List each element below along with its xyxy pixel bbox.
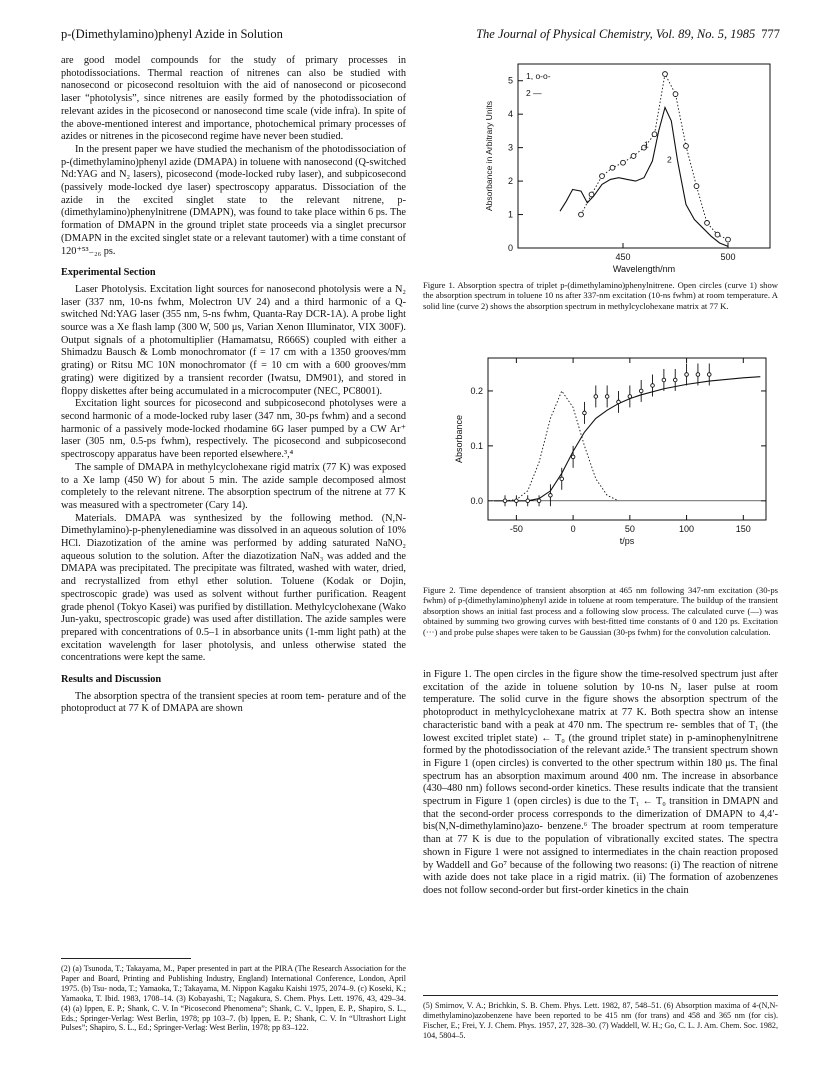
results-paragraph <box>61 691 406 716</box>
curve-1-point <box>631 154 636 159</box>
text-line: were prepared with concentrations of 0.5–1 in absorbance units <box>61 614 406 638</box>
text-line: (f = 17 cm with a 1350 grooves/mm grating) or Ritsu MC 10N <box>61 347 406 372</box>
text-line: figure shows the absorption spectrum of the photoproduct in <box>423 694 778 719</box>
figure-discussion-paragraph <box>423 669 778 898</box>
curve-1-point <box>600 174 605 179</box>
text-line: second-order kinetics. These results indicate that the transient <box>519 783 779 795</box>
curve-1-point <box>715 232 720 237</box>
text-line: in Figure 1. The open circles in the figure show the time-resolved <box>423 669 698 680</box>
text-line: Figure 1. Absorption spectra of triplet p-(dimethylamino)phenylnitrene. <box>423 280 675 290</box>
x-tick-label: 50 <box>624 524 635 534</box>
text-line: in DMAPN and that the second-order process corresponds to the <box>423 796 778 820</box>
curve-1-point <box>610 165 615 170</box>
curve-1-point <box>726 237 731 242</box>
text-line: Open circles (curve 1) show the absorption spectrum in toluene 10 ns <box>423 280 778 301</box>
text-line: with water, dried, and recrystallized from ethyl ether solution. <box>61 563 406 588</box>
y-tick-label: 0 <box>507 243 513 253</box>
data-point <box>696 373 700 377</box>
text-line: spectroscopy apparatus have been reported elsewhere.³,⁴ <box>61 449 294 461</box>
text-line: spectrum just after excitation of the azide in toluene solution by <box>423 669 778 693</box>
experimental-heading: Experimental Section <box>61 267 156 279</box>
footnotes-right <box>423 1001 778 1041</box>
text-line: (c) Koseki, K.; Yamaoka, T. Ibid. 1983, 1708–14. <box>61 983 406 1003</box>
text-line: time constants of 0 and 120 ps. Excitation (···) and probe pulse shapes <box>423 616 778 637</box>
text-line: Shapiro, S. L., Ed.; Springer-Verlag: West Berlin, 1978; pp 83–122. <box>89 1023 309 1033</box>
curve-1-point <box>705 221 710 226</box>
curve-1-point <box>589 192 594 197</box>
data-point <box>594 395 598 399</box>
text-line: photodissociation of the relevant azide.⁵ The transient spectrum <box>484 745 749 757</box>
data-point <box>673 378 677 382</box>
text-line: spectra shown in Figure 1 were not assigned to intermediates in <box>423 834 779 858</box>
text-line: (3) Kobayashi, T.; Nagakura, S. Chem. Phys. Lett. 1976, 43, 429–34. <box>176 993 406 1003</box>
text-line: (7) Waddell, W. H.; Go, C. L. J. Am. Chem. Soc. 1982, 104, 5804–5. <box>423 1020 779 1040</box>
text-line: easily formed by the photodissociation of relevant azides in the <box>61 93 406 117</box>
text-line: Figure 2. Time dependence of transient absorption at 465 nm following <box>423 585 685 595</box>
x-tick-label: 150 <box>735 524 751 534</box>
x-axis-label: t/ps <box>619 536 635 546</box>
text-line: without further purification. Reagent grade phenol (Tokyo Kasei) <box>61 588 406 613</box>
text-line: photolyses were a second harmonic of a mode-locked ruby laser <box>61 398 407 422</box>
text-line: were taken to be Gaussian (30-ps fwhm) for the convolution calculation. <box>521 626 771 637</box>
text-line: perature and of the photoproduct at 77 K of DMAPA are shown <box>61 690 407 715</box>
text-line: in floppy diskettes after being accumulated in a microcomputer <box>61 372 406 397</box>
text-line: shown in Figure 1 (open circles) is converted to the other spectrum <box>423 745 778 769</box>
text-line: the azide in the excited singlet state to the relevant nitrene, p- <box>61 182 407 206</box>
text-line: at 77 K. <box>701 300 729 311</box>
figure-2-caption <box>423 585 778 637</box>
text-line: noda, T.; Yamaoka, T.; Takayama, M. Nippon Kagaku Kaishi 1975, 2074–9. <box>109 983 356 993</box>
text-line: (347 nm, 30-ps fwhm) and a second harmonic of a passively <box>61 410 406 435</box>
text-line: curve (—) was obtained by summing two growing curves with best-fitted <box>423 605 778 627</box>
text-line: digitized by a transient recorder (Iwatsu, DM901), and stored <box>123 372 394 384</box>
journal-citation: The Journal of Physical Chemistry, Vol. 89, No. 5, 1985 <box>476 27 756 41</box>
text-line: characteristic band with a peak at 470 nm. The spectrum re- <box>423 719 678 731</box>
text-line: (N,N-Dimethylamino)-p-phenylenediamine was dissolved in an <box>61 512 406 537</box>
curve-1-point <box>694 184 699 189</box>
y-tick-label: 4 <box>507 109 513 120</box>
curve-2-label: 2 <box>667 154 672 165</box>
plot-frame <box>518 64 770 248</box>
text-line: The absorption spectra of the transient species at room tem- <box>75 690 325 702</box>
data-point <box>685 373 689 377</box>
text-line: in toluene with nanosecond (Q-switched Nd:YAG and N₂ lasers), <box>61 156 406 181</box>
x-tick-label: 450 <box>615 252 631 262</box>
text-line: monochromator (f = 10 cm with a 600 grooves/mm grating) were <box>61 360 406 384</box>
calculated-curve-line <box>494 377 761 501</box>
data-point <box>526 499 530 503</box>
text-line: Materials. DMAPA was synthesized by the following method. <box>75 512 374 524</box>
text-line: toluene at room temperature. The buildup of the transient absorption <box>423 595 778 616</box>
results-heading: Results and Discussion <box>61 674 162 686</box>
text-line: Frei, Y. J. Chem. Phys. 1957, 27, 328–30. <box>461 1020 598 1030</box>
text-line: ground triplet state) in p-aminophenylnitrene formed by the <box>423 732 779 757</box>
text-line: nm, 0.5-ps fwhm), respectively. The picosecond and subpicosecond <box>109 436 407 448</box>
y-tick-label: 1 <box>507 209 513 220</box>
text-line: a spectrometer (Cary 14). <box>142 499 248 511</box>
text-line: does not follow second-order but first-order kinetics in the chain <box>423 884 689 896</box>
x-tick-label: 100 <box>679 524 695 534</box>
data-point <box>515 499 519 503</box>
x-tick-label: 0 <box>570 524 576 534</box>
text-line: methylcyclohexane matrix at 77 K. Both spectra show an intense <box>494 707 778 719</box>
data-point <box>571 455 575 459</box>
y-tick-label: 0.0 <box>470 495 483 506</box>
curve-2-line <box>560 107 728 246</box>
data-point <box>617 400 621 404</box>
data-point <box>651 384 655 388</box>
footnote-block-right <box>423 1001 778 1041</box>
text-line: pp 103–7. (b) Ippen, E. P.; Shank, C. V. In “Ultrashort Light Pulses”; <box>61 1013 407 1033</box>
laser-photolysis-paragraph <box>61 284 406 398</box>
x-tick-label: -50 <box>509 524 523 534</box>
text-line: following two reasons: (i) The reaction of nitrene with azide does <box>423 859 778 884</box>
y-axis-label: Absorbance <box>454 414 464 464</box>
legend-entry-curve-2: 2 — <box>526 87 542 98</box>
text-line: mode-locked rhodamine 6G laser pumped by a CW Ar⁺ laser (305 <box>61 423 407 448</box>
data-point <box>628 395 632 399</box>
y-tick-label: 5 <box>507 75 513 86</box>
text-line: (6) Absorption maxima of 4-(N,N-dimethylamino)azobenzene have been <box>423 1001 778 1020</box>
text-line: DMAPA was precipitated. The precipitate was filtrated, washed <box>61 563 329 575</box>
text-line: studied with nanosecond or picosecond resoltuion with the aid of <box>61 67 407 92</box>
text-line: performed by adding saturated NaNO₂ aqueous solution to the <box>61 538 407 562</box>
text-line: nm, 5-ns fwhm, Quanta-Ray DCR-1A). A probe light source was <box>61 309 407 334</box>
y-axis-label: Absorbance in Arbitrary Units <box>484 100 494 212</box>
curve-1-line <box>581 74 728 240</box>
text-line: Laser Photolysis. Excitation light sources for nanosecond <box>75 283 316 295</box>
text-line: state proceeds via a singlet precursor (DMAPN in the excited <box>61 220 406 244</box>
legend-entry-curve-1: 1, o-o- <box>526 71 551 82</box>
text-line: 347-nm excitation (30-ps fwhm) of p-(dimethylamino)phenyl azide in <box>423 585 779 606</box>
curve-1-point <box>652 132 657 137</box>
text-line: 24) and a third harmonic of a Q-switched Nd:YAG laser (355 <box>61 296 407 321</box>
footnote-rule-left <box>61 958 191 959</box>
text-line: (dimethylamino)phenylnitrene (DMAPN), was found to take <box>61 207 312 219</box>
text-line: absorption spectrum of the nitrene at 77 K was measured with <box>61 487 406 511</box>
figure-1-chart <box>478 56 778 274</box>
data-point <box>583 411 587 415</box>
text-line: mode-locked dye laser) spectroscopy apparatus. Dissociation of <box>108 182 388 194</box>
data-point <box>662 378 666 382</box>
text-line: shows an initial fast process and a following slow process. The calculated <box>462 605 723 616</box>
data-point <box>707 373 711 377</box>
plot-frame <box>488 358 766 520</box>
data-point <box>639 389 643 393</box>
text-line: 300F). Output signals of a photomultiplier (Hamamatsu, R666S) <box>61 322 407 346</box>
text-line: spectroscopic grade) was used after distillation. The azide samples <box>104 614 383 626</box>
figure-1-caption <box>423 280 778 311</box>
text-line: (5) Smirnov, V. A.; Brichkin, S. B. Chem. Phys. Lett. 1982, 87, 548–51. <box>423 1001 662 1010</box>
text-line: benzene.⁶ The broader spectrum at room temperature than at <box>423 821 779 846</box>
text-line: are good model compounds for the study of primary processes in <box>61 55 406 66</box>
x-axis-label: Wavelength/nm <box>612 264 676 274</box>
figure-2-chart <box>448 350 778 580</box>
text-line: solution. After the diazotization NaN₃ was added and the <box>163 550 406 562</box>
journal-header <box>476 27 780 42</box>
text-line: Excitation light sources for picosecond and subpicosecond <box>75 398 326 410</box>
curve-1-point <box>621 160 626 165</box>
matrix-paragraph <box>61 462 406 513</box>
text-line: Industry, England) International Conference, London, April 1975. (b) Tsu- <box>61 973 407 993</box>
text-line: photodissociations. Thermal reaction of nitrenes can also be <box>61 67 343 79</box>
data-point <box>549 493 553 497</box>
text-line: around 400 nm. The increase in absorbance (430–480 nm) follows <box>423 770 779 795</box>
running-title: p-(Dimethylamino)phenyl Azide in Solution <box>61 27 283 41</box>
text-line: the chain reaction proposed by Waddell and Go⁷ because of the <box>423 846 778 871</box>
text-line: (4) (a) Ippen, E. P.; Shank, C. V. In “Picosecond Phenomena”; Shank, C. <box>61 1003 302 1013</box>
text-line: place within 6 ps. The formation of DMAPN in the ground triplet <box>61 207 406 232</box>
right-column <box>423 669 778 898</box>
present-paper-paragraph <box>61 144 406 258</box>
footnote-rule-right <box>423 995 778 996</box>
text-line: (2) (a) Tsunoda, T.; Takayama, M., Paper presented in part at the PIRA <box>61 964 293 973</box>
text-line: The sample of DMAPA in methylcyclohexane rigid matrix (77 <box>75 461 337 473</box>
y-tick-label: 0.1 <box>470 440 483 451</box>
text-line: 77 K is due to the population of vibrationally excited states. The <box>457 834 745 846</box>
text-line: dimerization of DMAPN to 4,4′-bis(N,N-dimethylamino)azo- <box>423 808 779 833</box>
picosecond-paragraph <box>61 398 406 462</box>
y-tick-label: 0.2 <box>470 385 483 396</box>
figure-1-caption-text <box>423 280 778 311</box>
text-line: 10-ns N₂ laser pulse at room temperature. The solid curve in the <box>423 681 778 706</box>
text-line: not take place in a rigid matrix. (ii) The formation of azobenzenes <box>493 872 778 884</box>
text-line: coupled with either a Shimadzu Bausch & Lomb monochromator <box>61 334 406 359</box>
footnote-block <box>61 964 406 1033</box>
text-line: (1-mm light path) at the excitation wavelength for laser photolysis, <box>61 626 406 651</box>
text-line: (curve 2) shows the absorption spectrum in methylcyclohexane matrix <box>456 300 699 311</box>
curve-1-point <box>684 144 689 149</box>
text-line: ps. <box>103 245 116 257</box>
text-line: a Xe flash lamp (300 W, 500 μs, Varian Xenon Illuminator, VIX <box>109 322 376 334</box>
text-line: singlet state or a relevant tautomer) with a time constant of 120⁺⁵³₋₂₆ <box>61 232 406 257</box>
text-line: In the present paper we have studied the mechanism of the <box>75 143 320 155</box>
text-line: V., Ippen, E. P., Shapiro, S. L., Eds.; Springer-Verlag: West Berlin, 1978; <box>61 1003 406 1023</box>
text-line: picosecond or nanosecond time scale (vide infra). In spite of the <box>61 105 406 130</box>
text-line: after 337-nm excitation (10-ns fwhm) at room temperature. A solid line <box>423 290 779 311</box>
page-number: 777 <box>761 27 780 41</box>
data-point <box>503 499 507 503</box>
text-line: and unless otherwise stated the concentrations were kept the same. <box>61 639 406 664</box>
text-line: (NEC, PC8001). <box>313 385 383 397</box>
data-point <box>560 477 564 481</box>
data-point <box>537 499 541 503</box>
text-line: photodissociation of p-(dimethylamino)phenyl azide (DMAPA) <box>61 143 406 168</box>
text-line: aqueous solution of 10% HCl. Diazotization of the amine was <box>61 525 406 550</box>
text-line: K) was exposed to a Xe lamp (450 W) for about 5 min. The azide <box>61 461 406 486</box>
y-tick-label: 3 <box>507 142 513 153</box>
text-line: Toluene (Kodak or Dojin, spectroscopic grade) was used as solvent <box>61 576 407 600</box>
text-line: nanosecond or picosecond laser “photolysis”, since nitrenes are <box>61 80 407 105</box>
figure-2-plot <box>454 358 766 546</box>
figure-1-plot <box>484 64 770 274</box>
curve-1-label: 1 <box>644 139 649 150</box>
text-line: processes of azides or nitrenes in the picosecond regime have never <box>61 118 406 143</box>
text-line: picosecond (mode-locked ruby laser), and subpicosecond (passively <box>61 169 406 194</box>
text-line: above-mentioned interest and importance, photochemical primary <box>76 118 352 130</box>
text-line: photolysis were a N₂ laser (337 nm, 10-ns fwhm, Molectron UV <box>61 283 406 308</box>
text-line: (The Research Association for the Paper and Board, Printing and Publishing <box>61 964 406 983</box>
data-point <box>605 395 609 399</box>
figure-2-caption-text <box>423 585 778 637</box>
text-line: reported to be 415 nm (for trans) and 458 and 365 nm (for cis). Fischer, E.; <box>423 1010 778 1030</box>
curve-1-point <box>673 92 678 97</box>
footnotes-left <box>61 964 406 1033</box>
text-line: within 180 μs. The final spectrum has an absorption maximum <box>423 757 778 782</box>
text-line: sample decomposed almost completely to the relevant nitrene. The <box>61 474 407 499</box>
intro-paragraph <box>61 55 406 144</box>
x-tick-label: 500 <box>720 252 736 262</box>
text-line: sembles that of T₁ (the lowest excited triplet state) ← T₀ (the <box>423 719 778 744</box>
curve-1-point <box>663 72 668 77</box>
materials-paragraph <box>61 513 406 665</box>
curve-1-point <box>579 212 584 217</box>
text-line: been studied. <box>288 131 344 143</box>
text-line: spectrum in Figure 1 (open circles) is due to the T₁ ← T₀ transition <box>423 796 709 808</box>
y-tick-label: 2 <box>507 176 513 187</box>
text-line: was purified by distillation. Methylcyclohexane (Wako Jun-yaku, <box>61 601 406 626</box>
left-column <box>61 55 406 716</box>
